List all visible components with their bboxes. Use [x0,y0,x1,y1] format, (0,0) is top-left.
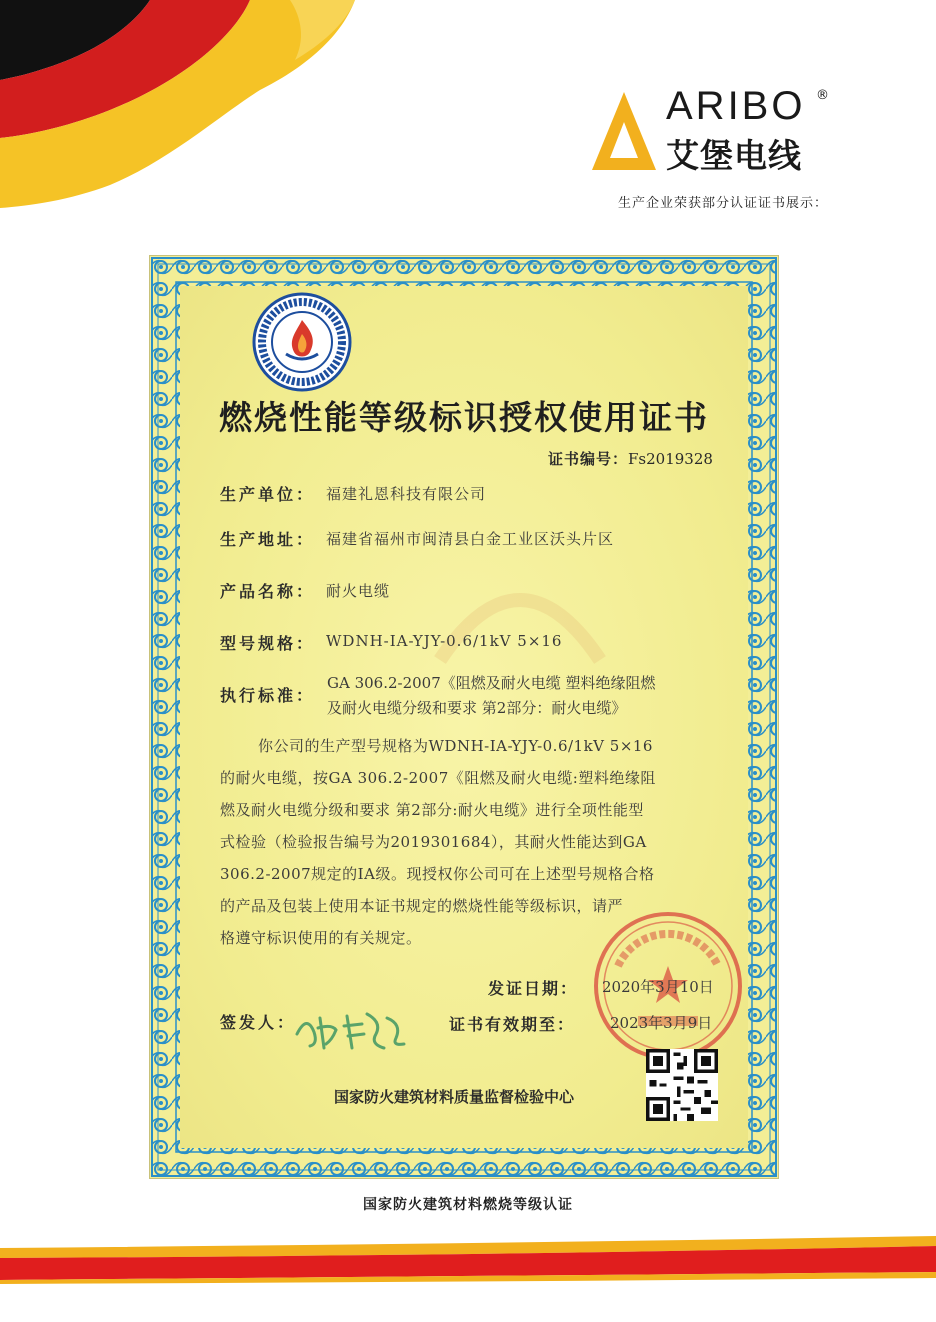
body-line: 燃及耐火电缆分级和要求 第2部分:耐火电缆》进行全项性能型 [220,801,644,819]
body-line: 的耐火电缆，按GA 306.2-2007《阻燃及耐火电缆:塑料绝缘阻 [220,769,656,787]
standard-line: 及耐火电缆分级和要求 第2部分：耐火电缆》 [327,699,627,717]
testing-center-emblem-icon [252,292,352,392]
field-label: 生产地址： [220,530,316,549]
field-value: 耐火电缆 [326,582,391,600]
body-line: 的产品及包装上使用本证书规定的燃烧性能等级标识，请严 [220,897,624,915]
handwritten-signature [292,1004,412,1054]
issuer-name: 国家防火建筑材料质量监督检验中心 [333,1088,574,1106]
valid-until-label: 证书有效期至： [449,1015,576,1034]
watermark-seal [430,560,610,670]
brand-name-en: ARIBO [666,84,806,128]
field-label: 执行标准： [220,686,316,705]
standard-line: GA 306.2-2007《阻燃及耐火电缆 塑料绝缘阻燃 [327,674,656,692]
page-intro-text: 生产企业荣获部分认证证书展示： [617,196,828,211]
issue-date-label: 发证日期： [488,979,579,998]
valid-until-value: 2023年3月9日 [610,1014,713,1032]
field-label: 生产单位： [220,485,316,504]
signer-label: 签发人： [220,1013,297,1032]
brand-name-cn: 艾堡电线 [666,136,802,175]
flag-decoration [0,0,380,215]
certificate-number-value: Fs2019328 [628,450,713,468]
qr-code [646,1049,718,1121]
field-value: WDNH-ⅠA-YJY-0.6/1kV 5×16 [326,632,563,650]
brand-logo [592,84,842,178]
certificate-title: 燃烧性能等级标识授权使用证书 [219,398,709,437]
field-value: 福建省福州市闽清县白金工业区沃头片区 [326,530,615,548]
field-label: 产品名称： [220,582,316,601]
bottom-wave-decoration [0,1236,936,1296]
body-line: 306.2-2007规定的ⅠA级。现授权你公司可在上述型号规格合格 [220,865,655,883]
certificate-caption: 国家防火建筑材料燃烧等级认证 [363,1197,573,1213]
aribo-logo-icon [592,92,656,170]
registered-mark: ® [816,88,829,103]
body-line: 格遵守标识使用的有关规定。 [220,929,422,947]
body-line: 你公司的生产型号规格为WDNH-ⅠA-YJY-0.6/1kV 5×16 [258,737,653,755]
body-line: 式检验（检验报告编号为2019301684），其耐火性能达到GA [220,833,647,851]
field-value: 福建礼恩科技有限公司 [326,485,487,503]
certificate-number-label: 证书编号： [548,450,629,468]
issue-date-value: 2020年3月10日 [602,978,714,996]
field-label: 型号规格： [220,634,316,653]
certificate-number [548,448,713,469]
